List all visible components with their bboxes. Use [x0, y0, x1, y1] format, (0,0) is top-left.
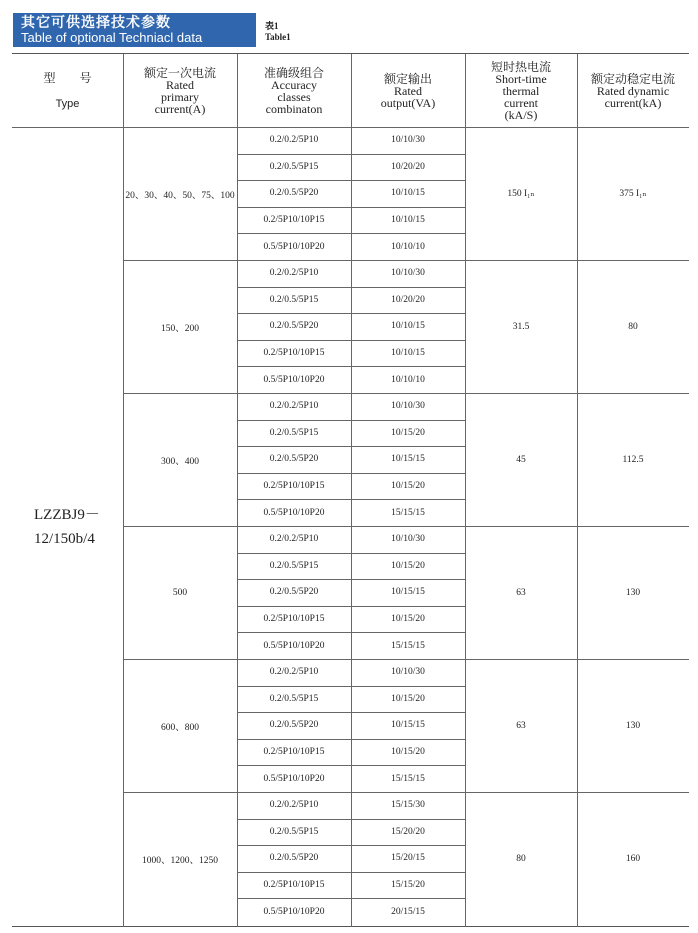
- group-dynamic: 160: [625, 853, 641, 864]
- output-cell: 10/15/15: [391, 720, 425, 731]
- header-thermal-en2: thermal: [502, 83, 540, 98]
- accuracy-cell: 0.2/0.2/5P10: [269, 534, 319, 545]
- group-thermal: 45: [516, 454, 526, 465]
- header-accuracy-zh: 准确级组合: [263, 65, 324, 80]
- output-cell: 10/10/15: [391, 215, 425, 226]
- group-dynamic: 112.5: [622, 454, 644, 465]
- group-current: 20、30、40、50、75、100: [125, 190, 235, 201]
- header-thermal-zh: 短时热电流: [490, 59, 551, 74]
- output-cell: 10/10/30: [391, 135, 425, 146]
- output-cell: 10/10/30: [391, 268, 425, 279]
- title-en: Table of optional Techniacl data: [21, 30, 203, 45]
- header-type-zh: 型 号: [43, 70, 92, 85]
- type-value-line1: LZZBJ9－: [34, 507, 100, 523]
- group-current: 600、800: [160, 722, 199, 733]
- output-cell: 10/15/20: [391, 427, 425, 438]
- output-cell: 20/15/15: [391, 906, 425, 917]
- header-thermal-en3: current: [504, 95, 538, 110]
- group-thermal: 80: [516, 853, 526, 864]
- header-output-en1: Rated: [394, 83, 422, 98]
- header-dynamic-en2: current(kA): [604, 95, 662, 110]
- header-type: [12, 54, 123, 127]
- header-output-zh: 额定输出: [383, 71, 432, 86]
- output-cell: 10/20/20: [391, 294, 425, 305]
- group-thermal: 150 I₁ₙ: [507, 189, 535, 199]
- group-thermal: 63: [516, 720, 526, 731]
- accuracy-cell: 0.2/0.5/5P20: [269, 321, 319, 332]
- column-divider: [237, 54, 238, 927]
- accuracy-cell: 0.2/0.5/5P15: [269, 693, 319, 704]
- group-divider: [123, 659, 689, 660]
- column-divider: [577, 54, 578, 927]
- header-accuracy-en1: Accuracy: [271, 77, 317, 92]
- table-label-en: Table1: [265, 32, 291, 42]
- accuracy-cell: 0.2/5P10/10P15: [263, 348, 325, 359]
- accuracy-cell: 0.5/5P10/10P20: [263, 640, 325, 651]
- header-dynamic-en1: Rated dynamic: [596, 83, 670, 98]
- header-current-zh: 额定一次电流: [143, 65, 216, 80]
- output-cell: 10/15/15: [391, 587, 425, 598]
- accuracy-cell: 0.2/0.5/5P20: [269, 454, 319, 465]
- output-cell: 10/15/15: [391, 454, 425, 465]
- header-thermal-en1: Short-time: [495, 71, 547, 86]
- group-current: 150、200: [160, 323, 199, 334]
- title-zh: 其它可供选择技术参数: [21, 14, 171, 30]
- accuracy-cell: 0.2/5P10/10P15: [263, 747, 325, 758]
- output-cell: 15/15/15: [391, 640, 425, 651]
- group-divider: [123, 260, 689, 261]
- group-divider: [123, 526, 689, 527]
- group-dynamic: 375 I₁ₙ: [619, 189, 647, 199]
- accuracy-cell: 0.2/5P10/10P15: [263, 614, 325, 625]
- accuracy-cell: 0.2/5P10/10P15: [263, 215, 325, 226]
- header-accuracy-en2: classes: [277, 89, 311, 104]
- header-current: [123, 54, 237, 127]
- group-current: 500: [172, 587, 188, 598]
- header-current-en3: current(A): [154, 101, 206, 116]
- header-dynamic: [577, 54, 689, 127]
- accuracy-cell: 0.5/5P10/10P20: [263, 241, 325, 252]
- group-dynamic: 80: [628, 321, 638, 332]
- output-cell: 10/10/30: [391, 534, 425, 545]
- accuracy-cell: 0.2/5P10/10P15: [263, 481, 325, 492]
- header-current-en2: primary: [161, 89, 199, 104]
- accuracy-cell: 0.2/0.5/5P15: [269, 826, 319, 837]
- header-thermal: [465, 54, 577, 127]
- output-cell: 10/15/20: [391, 614, 425, 625]
- output-cell: 10/15/20: [391, 560, 425, 571]
- output-cell: 15/15/20: [391, 880, 425, 891]
- output-cell: 10/10/30: [391, 401, 425, 412]
- accuracy-cell: 0.2/0.2/5P10: [269, 268, 319, 279]
- accuracy-cell: 0.5/5P10/10P20: [263, 773, 325, 784]
- column-divider: [123, 54, 124, 927]
- header-output-en2: output(VA): [380, 95, 436, 110]
- output-cell: 15/15/15: [391, 773, 425, 784]
- column-divider: [465, 54, 466, 927]
- group-dynamic: 130: [625, 587, 641, 598]
- header-type-en: Type: [55, 97, 80, 110]
- title-banner: [13, 13, 256, 47]
- header-output: [351, 54, 465, 127]
- group-dynamic: 130: [625, 720, 641, 731]
- group-divider: [123, 393, 689, 394]
- accuracy-cell: 0.2/0.5/5P15: [269, 427, 319, 438]
- accuracy-cell: 0.5/5P10/10P20: [263, 906, 325, 917]
- accuracy-cell: 0.2/0.5/5P20: [269, 720, 319, 731]
- output-cell: 10/10/15: [391, 188, 425, 199]
- output-cell: 15/20/20: [391, 826, 425, 837]
- accuracy-cell: 0.2/0.5/5P15: [269, 294, 319, 305]
- accuracy-cell: 0.5/5P10/10P20: [263, 374, 325, 385]
- table-label: [265, 21, 291, 43]
- group-thermal: 63: [516, 587, 526, 598]
- header-thermal-en4: (kA/S): [504, 107, 538, 122]
- header-accuracy: [237, 54, 351, 127]
- accuracy-cell: 0.2/0.5/5P20: [269, 853, 319, 864]
- output-cell: 10/10/10: [391, 374, 425, 385]
- output-cell: 10/15/20: [391, 693, 425, 704]
- output-cell: 10/10/10: [391, 241, 425, 252]
- group-thermal: 31.5: [512, 321, 530, 332]
- output-cell: 10/20/20: [391, 161, 425, 172]
- header-current-en1: Rated: [166, 77, 194, 92]
- accuracy-cell: 0.2/0.5/5P20: [269, 188, 319, 199]
- group-current: 300、400: [160, 456, 199, 467]
- column-divider: [351, 54, 352, 927]
- output-cell: 10/10/15: [391, 321, 425, 332]
- group-current: 1000、1200、1250: [141, 855, 218, 866]
- output-cell: 10/15/20: [391, 747, 425, 758]
- output-cell: 15/20/15: [391, 853, 425, 864]
- accuracy-cell: 0.2/0.2/5P10: [269, 667, 319, 678]
- accuracy-cell: 0.5/5P10/10P20: [263, 507, 325, 518]
- type-value: [12, 127, 123, 927]
- output-cell: 10/10/15: [391, 348, 425, 359]
- accuracy-cell: 0.2/0.2/5P10: [269, 401, 319, 412]
- accuracy-cell: 0.2/0.2/5P10: [269, 135, 319, 146]
- accuracy-cell: 0.2/0.2/5P10: [269, 800, 319, 811]
- output-cell: 15/15/30: [391, 800, 425, 811]
- output-cell: 15/15/15: [391, 507, 425, 518]
- output-cell: 10/10/30: [391, 667, 425, 678]
- accuracy-cell: 0.2/0.5/5P20: [269, 587, 319, 598]
- header-dynamic-zh: 额定动稳定电流: [590, 71, 675, 86]
- header-accuracy-en3: combinaton: [265, 101, 323, 116]
- table-label-zh: 表1: [265, 21, 279, 31]
- accuracy-cell: 0.2/0.5/5P15: [269, 161, 319, 172]
- accuracy-cell: 0.2/5P10/10P15: [263, 880, 325, 891]
- accuracy-cell: 0.2/0.5/5P15: [269, 560, 319, 571]
- output-cell: 10/15/20: [391, 481, 425, 492]
- group-divider: [123, 792, 689, 793]
- type-value-line2: 12/150b/4: [34, 531, 95, 547]
- parameter-table: [12, 53, 689, 927]
